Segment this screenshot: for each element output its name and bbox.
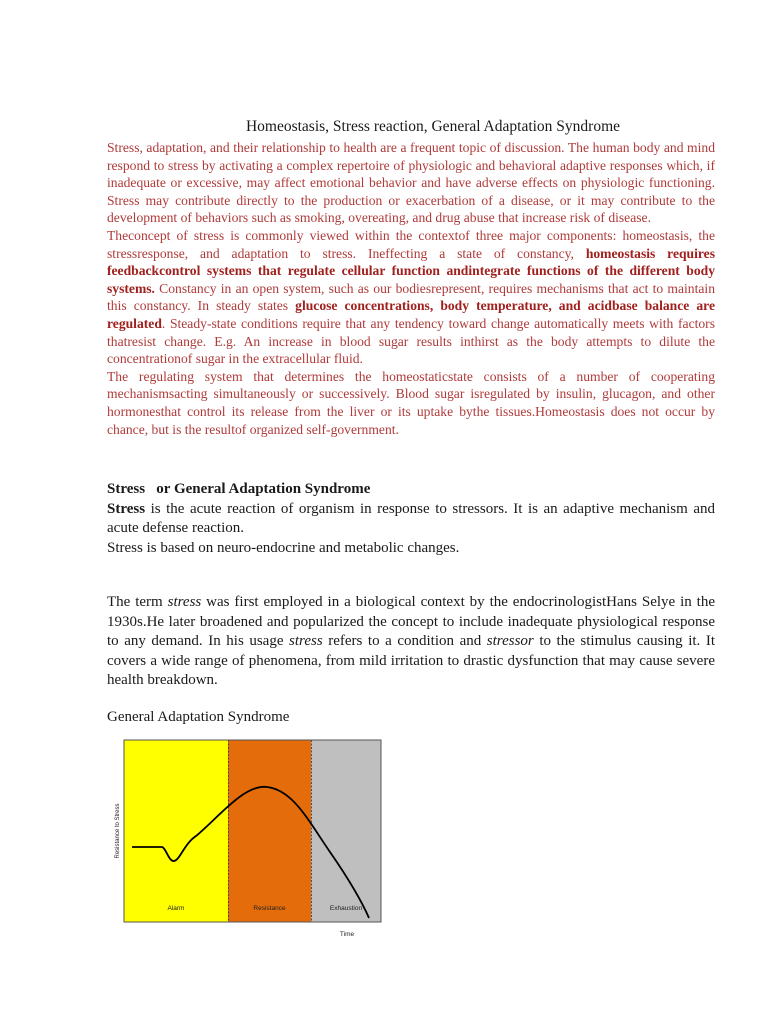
text-run: to the stimulus causing it. It covers a wide range of phenomena, from mild irritation to drastic dysfunction that may cause severe health breakdown. (107, 633, 716, 689)
phase-label-alarm: Alarm (167, 905, 185, 912)
text-run: . Steady-state conditions require that any tendency toward change automatically meets with factors thatresist change. E.g. An increase in blood sugar results inthirst as the body attempts to dilute the concentrationof sugar in the extracellular fluid. (107, 315, 715, 367)
bold-run: Stress (107, 500, 146, 517)
paragraph-homeostasis (107, 227, 715, 368)
text-run: Constancy in an open system, such as our bodiesrepresent, requires mechanisms that act to maintain this constancy. In steady states (107, 280, 715, 314)
bold-run: homeostasis requires feedbackcontrol systems that regulate cellular function andintegrate functions of the different body systems. (107, 245, 715, 296)
phase-label-resistance: Resistance (253, 905, 286, 912)
paragraph-stress-basis: Stress is based on neuro-endocrine and metabolic changes. (107, 539, 460, 556)
intro-section (107, 139, 715, 438)
text-run: is the acute reaction of organism in response to stressors. It is an adaptive mechanism and acute defense reaction. (107, 500, 715, 536)
paragraph-stress-definition (107, 500, 715, 539)
italic-run: stress (289, 633, 323, 650)
italic-run: stress (167, 594, 202, 610)
section-heading-gas: General Adaptation Syndrome (107, 709, 290, 725)
text-run: Theconcept of stress is commonly viewed within the contextof three major components: homeostasis, the stressresponse, and adaptation to stress. Ineffecting a state of constancy, (107, 227, 715, 261)
gas-chart (108, 732, 388, 947)
text-run: The term (107, 594, 168, 610)
phase-label-exhaustion: Exhaustion (329, 905, 363, 912)
paragraph-stress-intro: Stress, adaptation, and their relationship to health are a frequent topic of discussion. The human body and mind respond to stress by activating a complex repertoire of physiologic and behavioral adaptive responses which, if inadequate or excessive, may affect emotional behavior and have adverse effects on physiologic functioning. Stress may contribute directly to the production or exacerbation of a disease, or it may contribute to the development of behaviors such as smoking, overeating, and drug abuse that increase risk of disease. (107, 140, 715, 226)
text-run: refers to a condition and (322, 633, 487, 650)
bold-run: glucose concentrations, body temperature, and acidbase balance are regulated (107, 298, 715, 331)
x-axis-label: Time (339, 931, 355, 938)
stress-section (107, 480, 715, 558)
paragraph-regulating-system: The regulating system that determines the homeostaticstate consists of a number of cooperating mechanismsacting simultaneously or successively. Blood sugar isregulated by insulin, glucagon, and other hormonesthat control its release from the liver or its uptake bythe tissues.Homeostasis does not occur by chance, but is the resultof organized self-government. (107, 368, 715, 437)
phase-band-resistance (228, 740, 311, 922)
text-run: was first employed in a biological context by the endocrinologistHans Selye in the 1930s.He later broadened and popularized the concept to include inadequate physiological response to any demand. In his usage (107, 594, 716, 650)
gas-chart-svg (108, 732, 388, 947)
document-title: Homeostasis, Stress reaction, General Adaptation Syndrome (245, 118, 621, 135)
section-heading-stress: Stress or General Adaptation Syndrome (107, 481, 371, 497)
phase-band-exhaustion (311, 740, 381, 922)
italic-run: stressor (486, 633, 534, 650)
paragraph-selye (107, 593, 715, 691)
phase-band-alarm (124, 740, 228, 922)
y-axis-label: Resistance to Stress (115, 803, 121, 859)
